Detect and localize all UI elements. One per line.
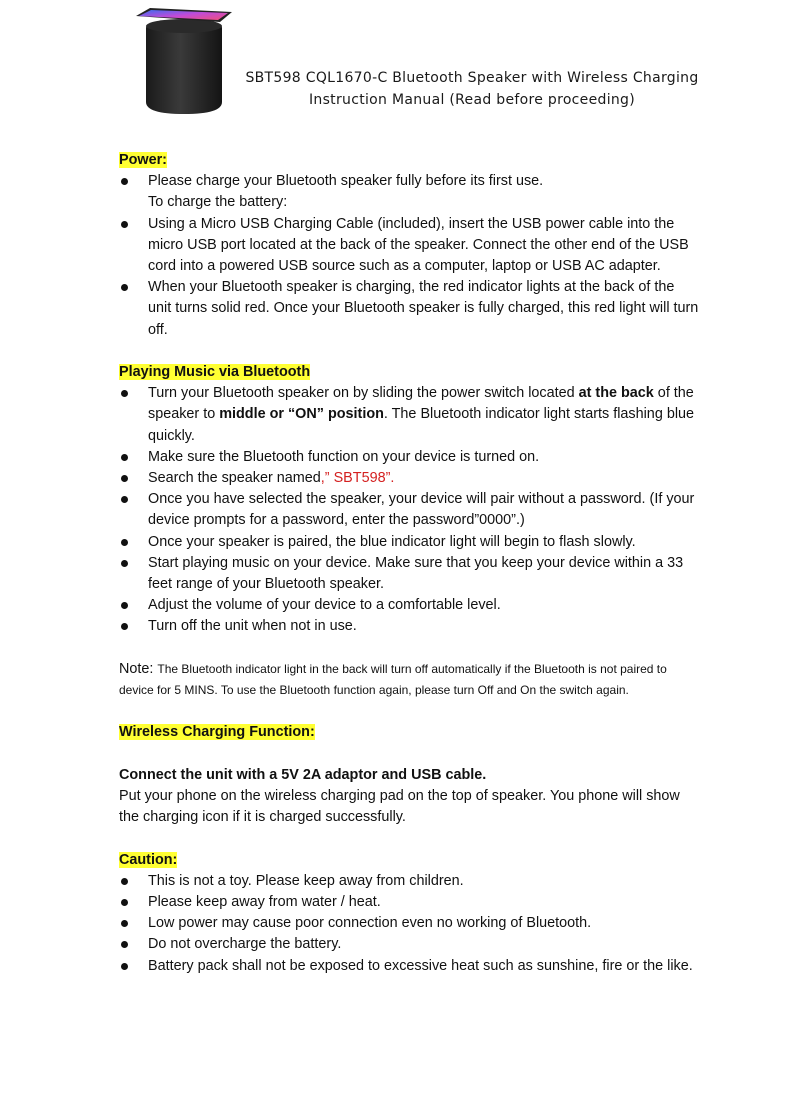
speaker-product-image: [132, 6, 236, 118]
caution-list: [119, 871, 699, 977]
list-item: Once your speaker is paired, the blue indicator light will begin to flash slowly.: [119, 532, 699, 553]
power-list: [119, 171, 699, 341]
speaker-name-highlight: ,” SBT598”.: [320, 470, 395, 487]
list-item: Once you have selected the speaker, your device will pair without a password. (If your device prompts for a password, enter the password”0000”.): [119, 489, 699, 531]
list-item: Make sure the Bluetooth function on your device is turned on.: [119, 447, 699, 468]
list-subitem: To charge the battery:: [148, 194, 288, 211]
list-item: Turn your Bluetooth speaker on by sliding the power switch located at the back of the speaker to middle or “ON” position. The Bluetooth indicator light starts flashing blue quickly.: [119, 383, 699, 447]
caution-heading: Caution:: [119, 851, 178, 868]
wireless-description: Put your phone on the wireless charging pad on the top of speaker. You phone will show the charging icon if it is charged successfully.: [119, 788, 680, 826]
power-heading: Power:: [119, 152, 167, 168]
list-item: Battery pack shall not be exposed to excessive heat such as sunshine, fire or the like.: [119, 956, 699, 977]
list-item: When your Bluetooth speaker is charging, the red indicator lights at the back of the unit turns solid red. Once your Bluetooth speaker is fully charged, this red light will turn off.: [119, 277, 699, 341]
list-item: Using a Micro USB Charging Cable (included), insert the USB power cable into the micro USB port located at the back of the speaker. Connect the other end of the USB cord into a powered USB source such as a computer, laptop or USB AC adapter.: [119, 214, 699, 278]
document-title: [222, 67, 722, 111]
wireless-heading: Wireless Charging Function:: [119, 724, 315, 741]
list-item: Please charge your Bluetooth speaker fully before its first use.: [119, 171, 699, 192]
list-item: Do not overcharge the battery.: [119, 934, 699, 955]
list-item: Low power may cause poor connection even no working of Bluetooth.: [119, 913, 699, 934]
list-item: Turn off the unit when not in use.: [119, 616, 699, 637]
manual-content: [119, 150, 699, 977]
list-item: This is not a toy. Please keep away from children.: [119, 871, 699, 892]
list-item: Start playing music on your device. Make sure that you keep your device within a 33 feet range of your Bluetooth speaker.: [119, 553, 699, 595]
list-item: Please keep away from water / heat.: [119, 892, 699, 913]
list-item: Search the speaker named,” SBT598”.: [119, 468, 699, 489]
wireless-connect-line: Connect the unit with a 5V 2A adaptor and USB cable.: [119, 766, 487, 783]
title-line-1: SBT598 CQL1670-C Bluetooth Speaker with Wireless Charging: [245, 70, 699, 86]
bluetooth-list: [119, 383, 699, 637]
bluetooth-heading: Playing Music via Bluetooth: [119, 364, 311, 381]
title-line-2: Instruction Manual (Read before proceeding): [308, 92, 636, 108]
note-paragraph: Note: The Bluetooth indicator light in the back will turn off automatically if the Bluetooth is not paired to device for 5 MINS. To use the Bluetooth function again, please turn Off and On the switch again.: [119, 660, 667, 698]
list-item: Adjust the volume of your device to a comfortable level.: [119, 595, 699, 616]
